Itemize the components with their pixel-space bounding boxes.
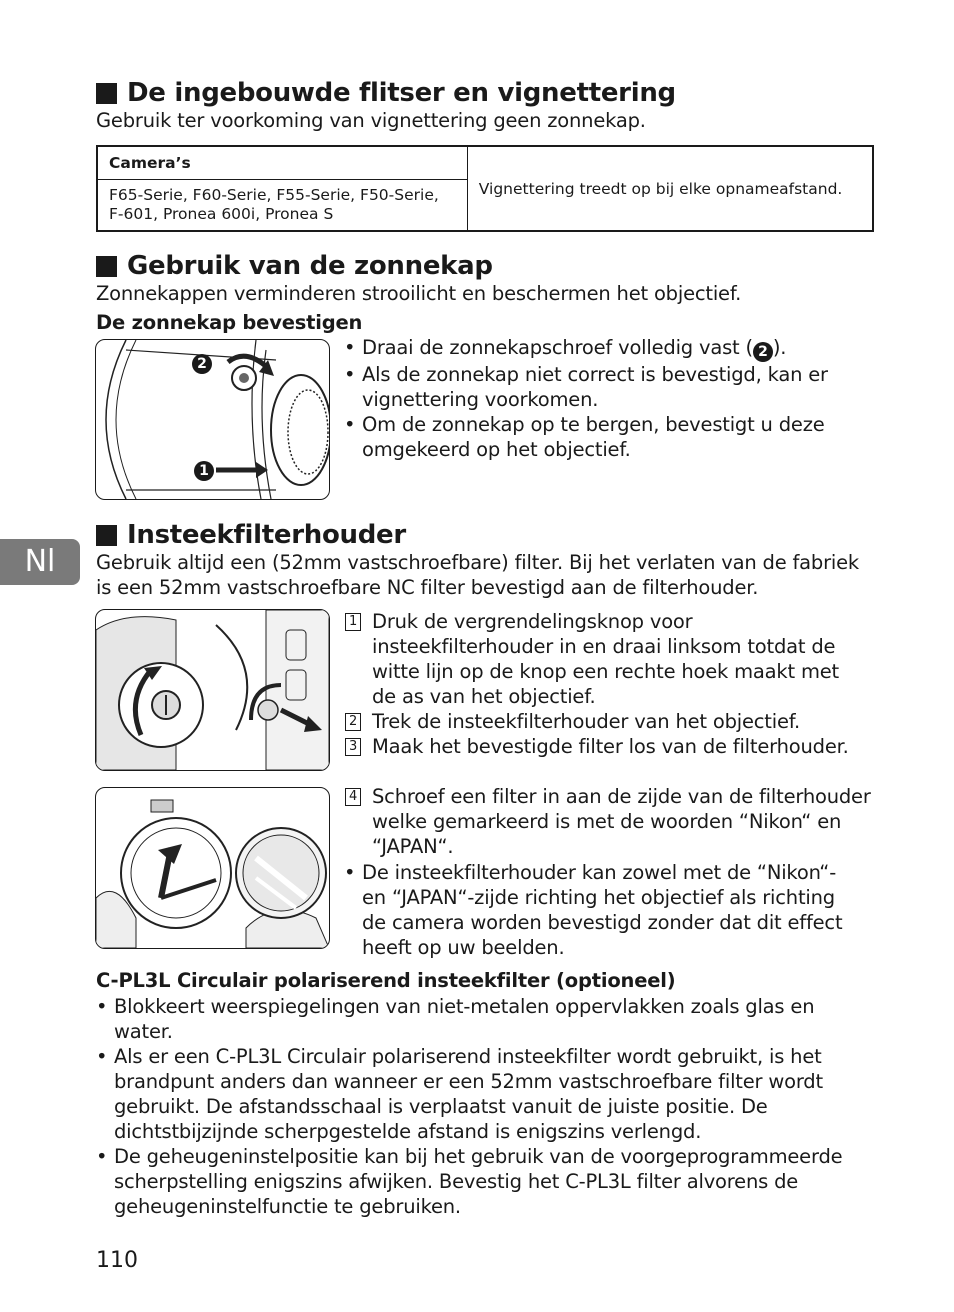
table-cameras <box>97 180 467 232</box>
step-number-box: 1 <box>345 613 361 631</box>
lenshood-illustration <box>95 339 330 500</box>
list-item: • Blokkeert weerspiegelingen van niet-metalen oppervlakken zoals glas en water. <box>96 994 870 1044</box>
table-note: Vignettering treedt op bij elke opnameafstand. <box>467 146 873 231</box>
cpl3l-bullets <box>96 994 870 1219</box>
camera-table <box>96 145 874 232</box>
camera-list-line: F-601, Pronea 600i, Pronea S <box>109 205 334 223</box>
page-number: 110 <box>96 1248 138 1273</box>
filter-screw-drawing <box>96 788 329 948</box>
list-item: • De geheugeninstelpositie kan bij het gebruik van de voorgeprogrammeerde scherpstelling enigszins afwijken. Bevestig het C-PL3L filter alvorens de geheugeninstelfunctie te gebruiken. <box>96 1144 870 1219</box>
cpl3l-subheading: C-PL3L Circulair polariserend insteekfilter (optioneel) <box>96 969 676 992</box>
section-heading-lenshood <box>96 251 493 281</box>
filter-screw-step <box>345 784 875 859</box>
list-item <box>345 784 875 859</box>
section-title: De ingebouwde flitser en vignettering <box>127 78 676 108</box>
bullet-text: ). <box>772 336 787 359</box>
step-2-icon: 2 <box>753 342 773 362</box>
bullet-text: Draai de zonnekapschroef volledig vast ( <box>362 336 753 359</box>
step-text: Schroef een filter in aan de zijde van de filterhouder welke gemarkeerd is met de woorden “Nikon“ en “JAPAN“. <box>372 785 871 858</box>
camera-list-line: F65-Serie, F60-Serie, F55-Serie, F50-Serie, <box>109 186 439 204</box>
filterholder-removal-illustration <box>95 609 330 771</box>
filterholder-steps <box>345 609 865 759</box>
lenshood-bullets <box>344 335 854 462</box>
filterholder-intro: Gebruik altijd een (52mm vastschroefbare) filter. Bij het verlaten van de fabriek is een 52mm vastschroefbare NC filter bevestigd aan de filterhouder. <box>96 551 860 599</box>
list-item <box>345 609 865 709</box>
square-bullet-icon <box>96 525 117 546</box>
square-bullet-icon <box>96 256 117 277</box>
step-number-box: 2 <box>345 713 361 731</box>
section-title: Insteekfilterhouder <box>127 520 406 550</box>
list-item <box>344 335 854 362</box>
step-number-box: 4 <box>345 788 361 806</box>
step-text: Maak het bevestigde filter los van de filterhouder. <box>372 735 849 758</box>
list-item: • Als de zonnekap niet correct is bevestigd, kan er vignettering voorkomen. <box>344 362 854 412</box>
section-title: Gebruik van de zonnekap <box>127 251 493 281</box>
square-bullet-icon <box>96 83 117 104</box>
figure-label-1: 1 <box>194 461 214 481</box>
list-item: • Als er een C-PL3L Circulair polariserend insteekfilter wordt gebruikt, is het brandpunt anders dan wanneer er een 52mm vastschroefbare filter wordt gebruikt. De afstandsschaal is verplaatst vanuit de juiste positie. De dichtstbijzijnde scherpgestelde afstand is enigszins verlengd. <box>96 1044 870 1144</box>
language-tab: Nl <box>0 539 80 585</box>
table-header: Camera’s <box>97 146 467 180</box>
lenshood-intro: Zonnekappen verminderen strooilicht en beschermen het objectief. <box>96 282 742 305</box>
flash-intro: Gebruik ter voorkoming van vignettering geen zonnekap. <box>96 109 646 132</box>
step-text: Druk de vergrendelingsknop voor insteekfilterhouder in en draai linksom totdat de witte lijn op de knop een rechte hoek maakt met de as van het objectief. <box>372 610 840 708</box>
list-item <box>345 734 865 759</box>
filter-screw-illustration <box>95 787 330 949</box>
list-item: • Om de zonnekap op te bergen, bevestigt u deze omgekeerd op het objectief. <box>344 412 854 462</box>
list-item <box>345 709 865 734</box>
section-heading-filterholder <box>96 520 406 550</box>
list-item: • De insteekfilterhouder kan zowel met de “Nikon“- en “JAPAN“-zijde richting het objectief als richting de camera worden bevestigd zonder dat dit effect heeft op uw beelden. <box>344 860 864 960</box>
filterholder-bullet <box>344 860 864 960</box>
figure-label-2: 2 <box>192 354 212 374</box>
step-text: Trek de insteekfilterhouder van het objectief. <box>372 710 801 733</box>
lenshood-subheading: De zonnekap bevestigen <box>96 311 363 334</box>
section-heading-flash <box>96 78 676 108</box>
filterholder-removal-drawing <box>96 610 329 770</box>
step-number-box: 3 <box>345 738 361 756</box>
